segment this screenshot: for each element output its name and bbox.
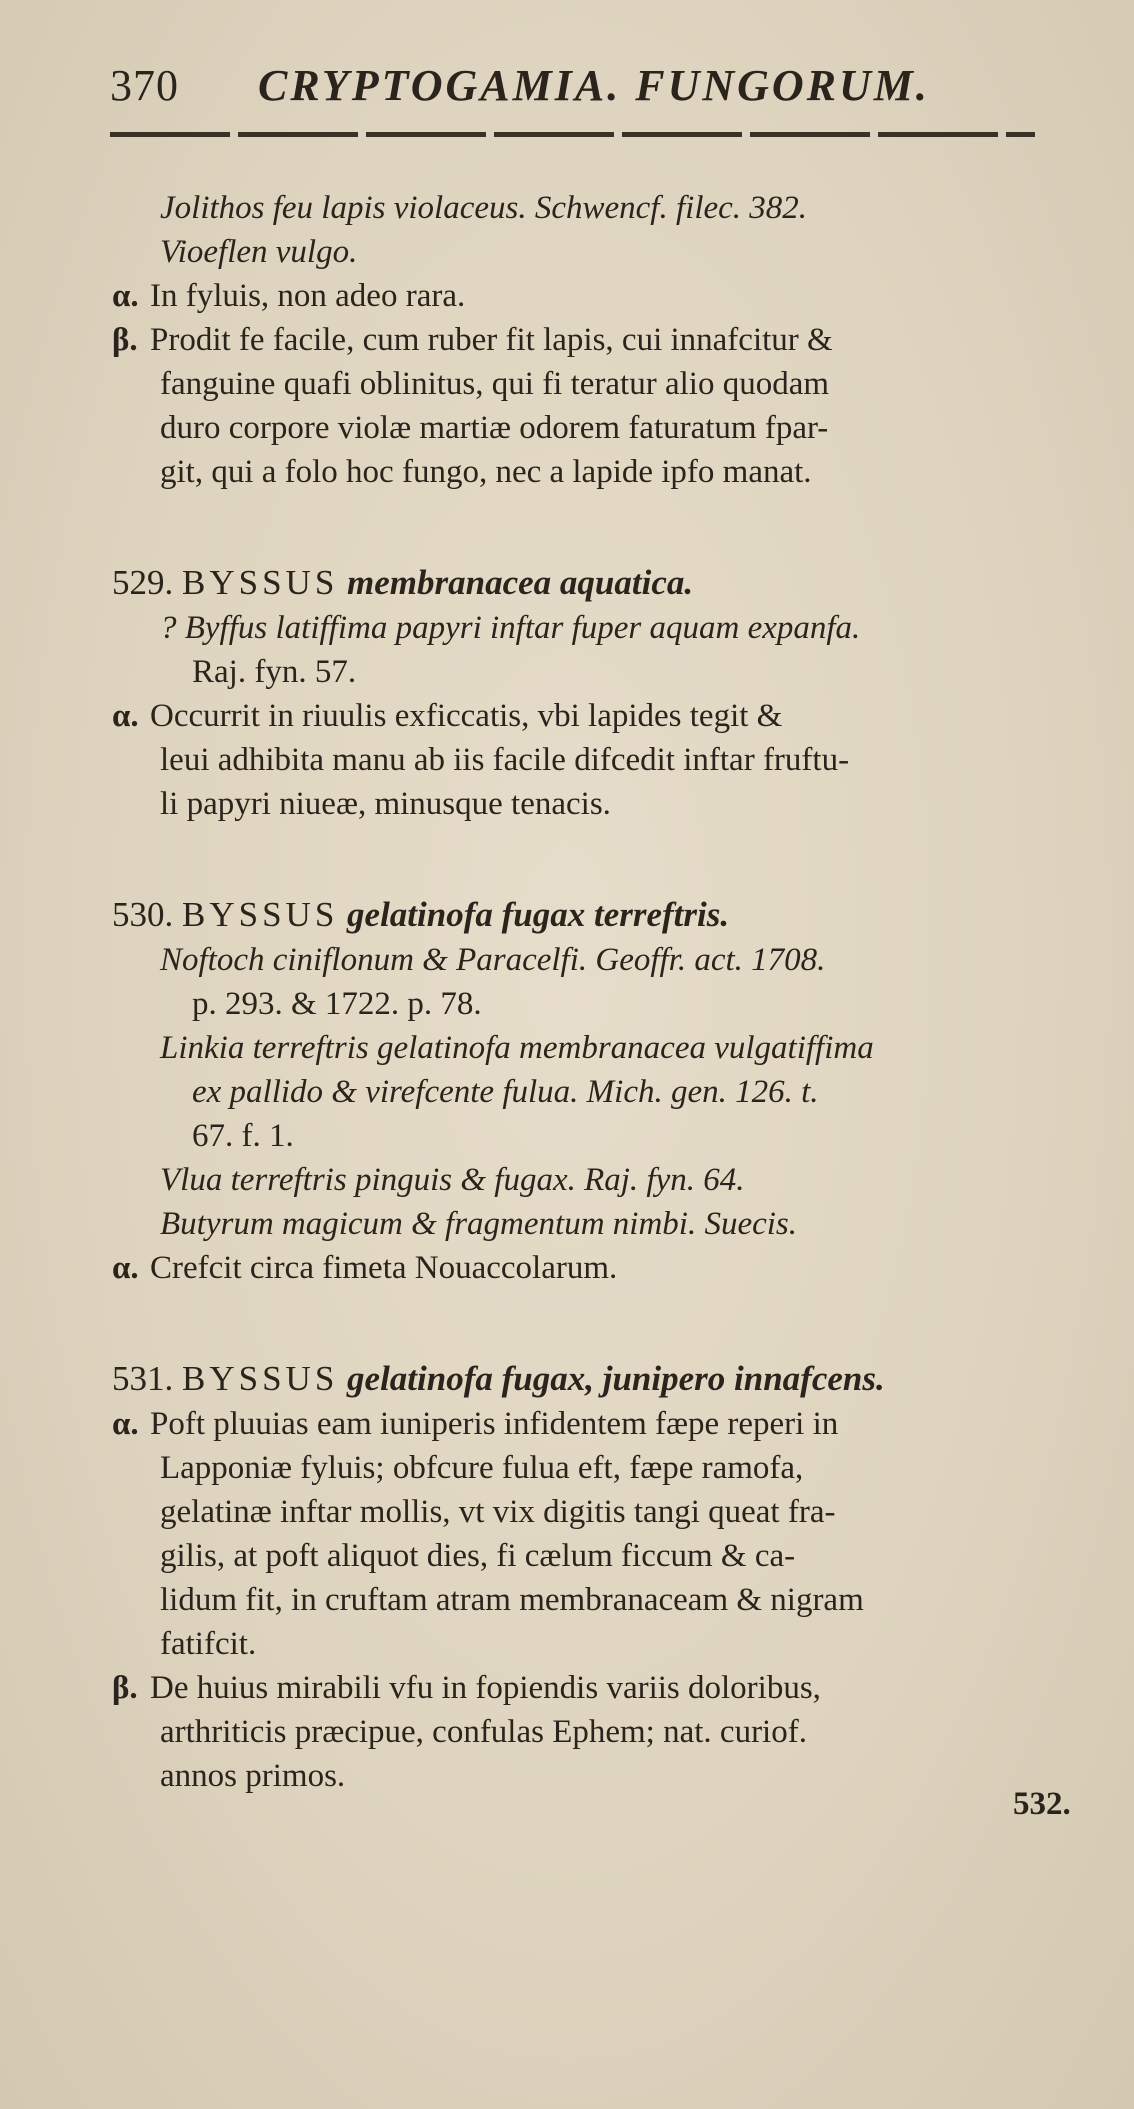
entry-531 xyxy=(112,1356,1072,1798)
body-text xyxy=(112,186,1072,1798)
entry-genus: BYSSUS xyxy=(182,1359,339,1398)
alpha-marker: α. xyxy=(112,1250,139,1286)
alpha-paragraph xyxy=(112,274,1072,318)
text-line: Crefcit circa fimeta Nouaccolarum. xyxy=(150,1250,618,1286)
entry-529 xyxy=(112,560,1072,826)
text-line: li papyri niueæ, minusque tenacis. xyxy=(160,786,611,822)
entry-genus: BYSSUS xyxy=(182,895,339,934)
header-rule xyxy=(110,132,1035,137)
text-line: gilis, at poft aliquot dies, fi cælum ficcum & ca- xyxy=(160,1538,796,1574)
alpha-marker: α. xyxy=(112,1406,139,1442)
text-line: arthriticis præcipue, confulas Ephem; nat. curiof. xyxy=(160,1714,807,1750)
synonym-line: Noftoch ciniflonum & Paracelfi. Geoffr. act. 1708. xyxy=(160,942,826,978)
alpha-marker: α. xyxy=(112,698,139,734)
text-line: gelatinæ inftar mollis, vt vix digitis tangi queat fra- xyxy=(160,1494,836,1530)
alpha-marker: α. xyxy=(112,278,139,314)
spacer xyxy=(112,1290,1072,1356)
text-line: lidum fit, in cruftam atram membranaceam & nigram xyxy=(160,1582,864,1618)
text-line: git, qui a folo hoc fungo, nec a lapide ipfo manat. xyxy=(160,454,812,490)
text-line: Occurrit in riuulis exficcatis, vbi lapides tegit & xyxy=(150,698,783,734)
entry-530 xyxy=(112,892,1072,1290)
text-line: duro corpore violæ martiæ odorem faturatum fpar- xyxy=(160,410,829,446)
text-line: Lapponiæ fyluis; obfcure fulua eft, fæpe ramofa, xyxy=(160,1450,804,1486)
beta-marker: β. xyxy=(112,1670,138,1706)
text-line: fatifcit. xyxy=(160,1626,257,1662)
page-number: 370 xyxy=(110,61,179,110)
text-line: De huius mirabili vfu in fopiendis variis doloribus, xyxy=(150,1670,821,1706)
text-line: In fyluis, non adeo rara. xyxy=(150,278,466,314)
catchword: 532. xyxy=(1013,1786,1071,1822)
entry-number: 529. xyxy=(112,563,174,602)
entry-epithet: membranacea aquatica. xyxy=(347,563,694,602)
beta-paragraph xyxy=(112,318,1072,362)
spacer xyxy=(112,494,1072,560)
synonym-line: ? Byffus latiffima papyri inftar fuper aquam expanfa. xyxy=(160,610,861,646)
alpha-paragraph xyxy=(112,1402,1072,1446)
entry-number: 531. xyxy=(112,1359,174,1398)
synonym-line: Vioeflen vulgo. xyxy=(160,234,358,270)
text-line: leui adhibita manu ab iis facile difcedit inftar fruftu- xyxy=(160,742,850,778)
synonym-reference: p. 293. & 1722. p. 78. xyxy=(192,986,482,1022)
synonym-reference: Raj. fyn. 57. xyxy=(192,654,357,690)
entry-number: 530. xyxy=(112,895,174,934)
alpha-paragraph xyxy=(112,694,1072,738)
synonym-reference: 67. f. 1. xyxy=(192,1118,294,1154)
synonym-line: Butyrum magicum & fragmentum nimbi. Suecis. xyxy=(160,1206,798,1242)
entry-epithet: gelatinofa fugax terreftris. xyxy=(347,895,730,934)
text-line: Poft pluuias eam iuniperis infidentem fæpe reperi in xyxy=(150,1406,839,1442)
entry-epithet: gelatinofa fugax, junipero innafcens. xyxy=(347,1359,885,1398)
entry-genus: BYSSUS xyxy=(182,563,339,602)
entry-heading xyxy=(112,892,1072,938)
text-line: annos primos. xyxy=(160,1758,346,1794)
text-line: fanguine quafi oblinitus, qui fi teratur alio quodam xyxy=(160,366,830,402)
synonym-line: ex pallido & virefcente fulua. Mich. gen. 126. t. xyxy=(192,1074,819,1110)
beta-paragraph xyxy=(112,1666,1072,1710)
beta-marker: β. xyxy=(112,322,138,358)
alpha-paragraph xyxy=(112,1246,1072,1290)
spacer xyxy=(112,826,1072,892)
entry-heading xyxy=(112,560,1072,606)
synonym-line: Jolithos feu lapis violaceus. Schwencf. filec. 382. xyxy=(160,190,808,226)
entry-528-continuation xyxy=(112,186,1072,494)
synonym-line: Linkia terreftris gelatinofa membranacea vulgatiffima xyxy=(160,1030,874,1066)
text-line: Prodit fe facile, cum ruber fit lapis, cui innafcitur & xyxy=(150,322,833,358)
entry-heading xyxy=(112,1356,1072,1402)
running-head: CRYPTOGAMIA. FUNGORUM. xyxy=(258,61,930,110)
synonym-line: Vlua terreftris pinguis & fugax. Raj. fyn. 64. xyxy=(160,1162,745,1198)
page-header xyxy=(110,60,1040,130)
